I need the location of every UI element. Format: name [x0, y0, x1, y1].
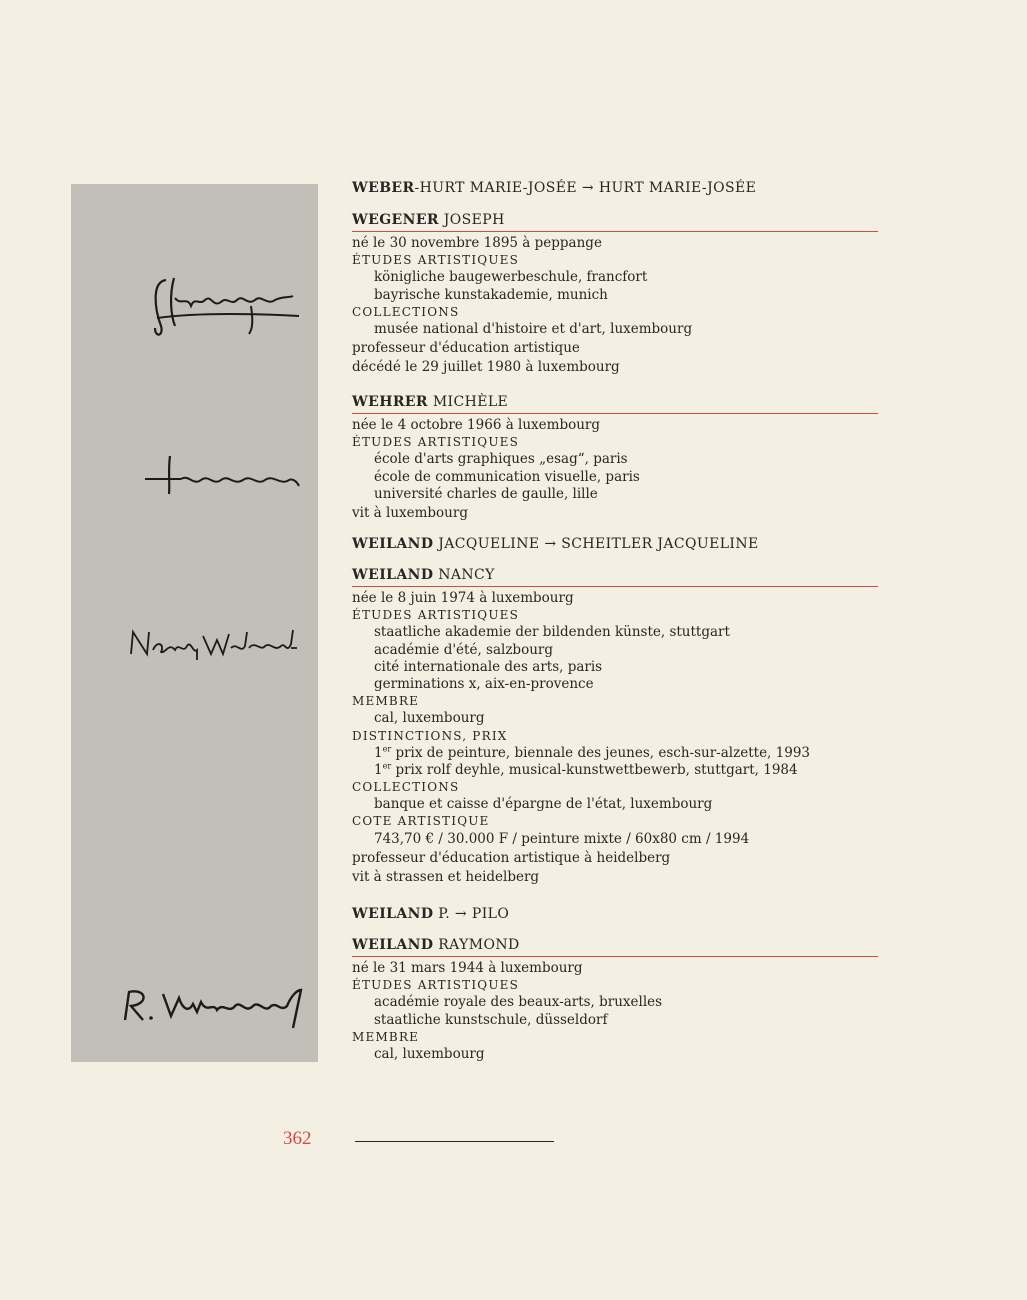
entry-heading-wehrer [352, 394, 878, 414]
entry-line: né le 30 novembre 1895 à peppange [352, 235, 602, 251]
entry-given-name: P. → PILO [433, 906, 510, 922]
entry-heading-weiland-p [352, 906, 878, 923]
entry-heading-wegener [352, 212, 878, 232]
entry-line: née le 8 juin 1974 à luxembourg [352, 590, 574, 606]
entry-line: cal, luxembourg [374, 1045, 485, 1062]
entry-given-name: JOSEPH [438, 212, 505, 228]
signature-nancy-weiland [71, 620, 318, 666]
entry-surname: WEBER [352, 180, 415, 196]
entry-line: cal, luxembourg [374, 710, 485, 727]
entry-line: musée national d'histoire et d'art, luxembourg [374, 320, 693, 337]
entry-line: professeur d'éducation artistique à heidelberg [352, 849, 671, 866]
entry-line [352, 762, 878, 779]
entry-line: staatliche kunstschule, düsseldorf [374, 1011, 608, 1028]
signature-wehrer [71, 452, 318, 502]
entry-body-weiland-raymond [352, 960, 878, 1063]
entry-line: académie royale des beaux-arts, bruxelles [374, 994, 663, 1011]
section-label: COTE ARTISTIQUE [352, 814, 490, 829]
entry-given-name: RAYMOND [433, 937, 520, 953]
entry-line: 743,70 € / 30.000 F / peinture mixte / 60x80 cm / 1994 [374, 830, 750, 847]
entry-given-name: NANCY [433, 567, 495, 583]
entry-line: décédé le 29 juillet 1980 à luxembourg [352, 359, 620, 376]
section-label: MEMBRE [352, 694, 420, 709]
entry-body-weiland-nancy [352, 590, 878, 886]
entry-line: école d'arts graphiques „esag“, paris [374, 451, 628, 468]
page-number: 362 [283, 1128, 312, 1149]
entry-line: cité internationale des arts, paris [374, 658, 603, 675]
entry-heading-weber [352, 180, 878, 197]
entry-line-text: prix de peinture, biennale des jeunes, esch-sur-alzette, 1993 [391, 744, 810, 761]
entry-body-wehrer [352, 417, 878, 522]
entry-line: école de communication visuelle, paris [374, 468, 640, 485]
entry-line: université charles de gaulle, lille [374, 485, 598, 502]
entry-heading-weiland-nancy [352, 567, 878, 587]
entry-rule [352, 956, 878, 957]
entry-rule [352, 231, 878, 232]
entry-line: bayrische kunstakademie, munich [374, 286, 608, 303]
entry-given-name: MICHÈLE [427, 394, 509, 410]
entry-heading-weiland-raymond [352, 937, 878, 957]
signature-r-weiland [71, 980, 318, 1036]
entry-line: académie d'été, salzbourg [374, 641, 553, 658]
entry-surname: WEILAND [352, 567, 434, 583]
entry-surname: WEILAND [352, 937, 434, 953]
entry-heading-weiland-jacqueline [352, 536, 878, 553]
section-label: COLLECTIONS [352, 780, 460, 795]
entry-rule [352, 413, 878, 414]
entry-line: königliche baugewerbeschule, francfort [374, 269, 648, 286]
signature-panel [71, 184, 318, 1062]
entry-line: banque et caisse d'épargne de l'état, luxembourg [374, 796, 713, 813]
entry-line-text: prix rolf deyhle, musical-kunstwettbewerb, stuttgart, 1984 [391, 761, 798, 778]
section-label: ÉTUDES ARTISTIQUES [352, 253, 520, 268]
entry-line: né le 31 mars 1944 à luxembourg [352, 960, 583, 976]
entry-line: vit à luxembourg [352, 504, 468, 521]
entry-surname: WEGENER [352, 212, 439, 228]
signature-wegener [71, 266, 318, 341]
entry-line: professeur d'éducation artistique [352, 340, 580, 357]
ordinal-suffix: er [382, 744, 392, 754]
section-label: ÉTUDES ARTISTIQUES [352, 978, 520, 993]
section-label: ÉTUDES ARTISTIQUES [352, 435, 520, 450]
footer-rule [355, 1141, 554, 1142]
entry-line: vit à strassen et heidelberg [352, 869, 540, 885]
entry-line [352, 745, 878, 762]
entry-given-name: JACQUELINE → SCHEITLER JACQUELINE [433, 536, 759, 552]
ordinal-number: 1 [374, 761, 383, 778]
entry-line: germinations x, aix-en-provence [374, 675, 594, 692]
entry-line: née le 4 octobre 1966 à luxembourg [352, 417, 601, 433]
entry-surname: WEILAND [352, 906, 434, 922]
section-label: DISTINCTIONS, PRIX [352, 728, 508, 743]
section-label: COLLECTIONS [352, 304, 460, 319]
entry-rule [352, 586, 878, 587]
ordinal-number: 1 [374, 744, 383, 761]
section-label: ÉTUDES ARTISTIQUES [352, 608, 520, 623]
section-label: MEMBRE [352, 1029, 420, 1044]
entry-body-wegener [352, 235, 878, 377]
entry-line: staatliche akademie der bildenden künste, stuttgart [374, 624, 730, 641]
entry-surname: WEILAND [352, 536, 434, 552]
ordinal-suffix: er [382, 761, 392, 771]
entry-given-name: -HURT MARIE-JOSÉE → HURT MARIE-JOSÉE [414, 180, 757, 196]
entry-surname: WEHRER [352, 394, 428, 410]
